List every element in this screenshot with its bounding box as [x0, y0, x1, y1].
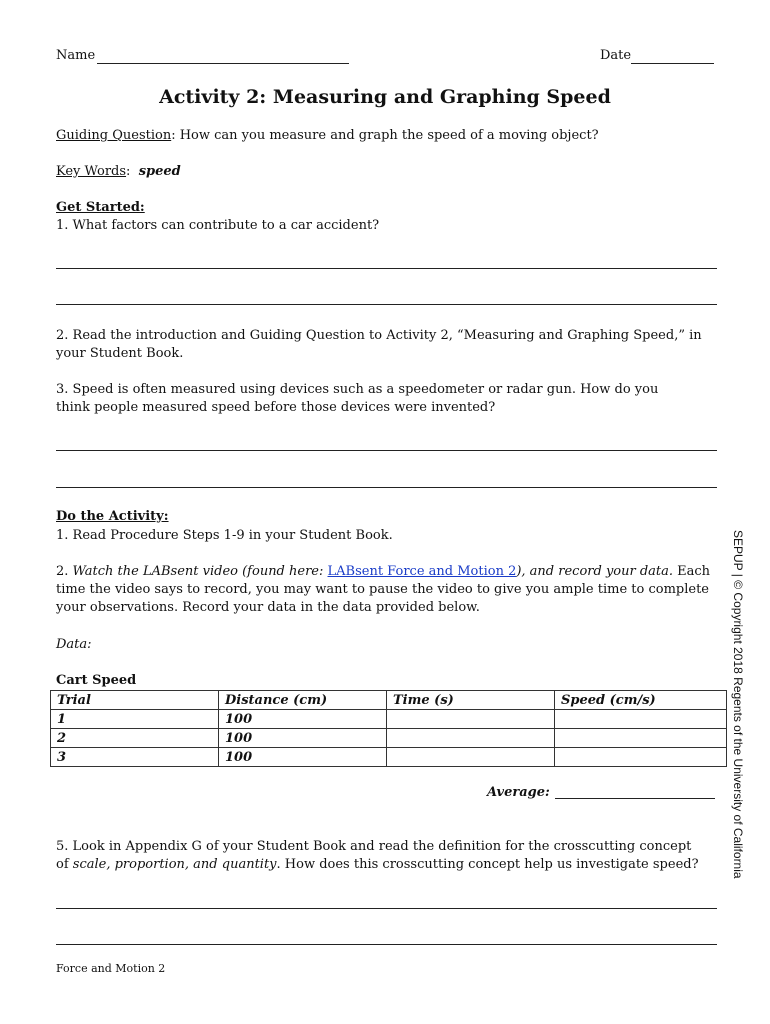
time-cell[interactable] — [387, 729, 555, 748]
step-2-italic-b: ), and record your data. — [516, 564, 674, 579]
question-5-intro: 5. Look in Appendix G of your Student Book and read the definition for the crosscutting concept of — [56, 839, 692, 872]
page-title: Activity 2: Measuring and Graphing Speed — [159, 86, 611, 108]
question-3: 3. Speed is often measured using devices such as a speedometer or radar gun. How do you think people measured speed before those devices were invented? — [56, 382, 659, 415]
header-time: Time (s) — [387, 691, 555, 710]
average-blank[interactable] — [555, 798, 715, 799]
distance-cell: 100 — [219, 729, 387, 748]
table-row — [51, 710, 727, 729]
trial-cell: 1 — [51, 710, 219, 729]
key-words-sep: : — [126, 164, 131, 179]
data-label: Data: — [56, 637, 92, 652]
date-blank[interactable] — [631, 63, 714, 64]
labsent-video-link[interactable]: LABsent Force and Motion 2 — [327, 564, 517, 579]
answer-line[interactable] — [56, 487, 717, 488]
answer-line[interactable] — [56, 268, 717, 269]
key-words — [56, 163, 721, 181]
trial-cell: 3 — [51, 748, 219, 767]
copyright-text: SEPUP | © Copyright 2018 Regents of the University of California — [731, 530, 745, 879]
question-5-rest: . How does this crosscutting concept help us investigate speed? — [276, 857, 699, 872]
key-words-value: speed — [138, 164, 181, 179]
question-5-italic: scale, proportion, and quantity — [72, 857, 277, 872]
answer-line[interactable] — [56, 450, 717, 451]
question-5 — [56, 838, 706, 874]
table-row — [51, 729, 727, 748]
header-speed: Speed (cm/s) — [555, 691, 727, 710]
step-2-rest: Each time the video says to record, you may want to pause the video to give you ample time to complete your observations. Record your data in the data provided below. — [56, 564, 711, 615]
table-header-row — [51, 691, 727, 710]
table-row — [51, 748, 727, 767]
footer-left: Force and Motion 2 — [56, 962, 166, 975]
activity-heading: Do the Activity: — [56, 509, 169, 524]
step-2-number: 2. — [56, 564, 73, 579]
question-1: 1. What factors can contribute to a car accident? — [56, 218, 380, 233]
distance-cell: 100 — [219, 748, 387, 767]
guiding-question-text: : How can you measure and graph the speed of a moving object? — [171, 128, 599, 143]
time-cell[interactable] — [387, 710, 555, 729]
activity-step-2 — [56, 563, 716, 617]
guiding-question-label: Guiding Question — [56, 128, 172, 143]
name-label: Name — [56, 48, 96, 63]
trial-cell: 2 — [51, 729, 219, 748]
date-label-row — [600, 48, 631, 63]
distance-cell: 100 — [219, 710, 387, 729]
answer-line[interactable] — [56, 304, 717, 305]
key-words-label: Key Words — [56, 164, 127, 179]
speed-cell[interactable] — [555, 748, 727, 767]
table-title: Cart Speed — [56, 673, 137, 688]
step-2-italic-a: Watch the LABsent video (found here: — [72, 564, 328, 579]
answer-line[interactable] — [56, 908, 717, 909]
question-2: 2. Read the introduction and Guiding Question to Activity 2, “Measuring and Graphing Speed,” in your Student Book. — [56, 328, 702, 361]
speed-cell[interactable] — [555, 710, 727, 729]
get-started-heading: Get Started: — [56, 200, 145, 215]
name-blank[interactable] — [97, 63, 349, 64]
header-trial: Trial — [51, 691, 219, 710]
guiding-question — [56, 127, 721, 145]
activity-step-1: 1. Read Procedure Steps 1-9 in your Student Book. — [56, 528, 393, 543]
answer-line[interactable] — [56, 944, 717, 945]
name-label-row — [56, 48, 95, 63]
date-label: Date — [600, 48, 632, 63]
speed-cell[interactable] — [555, 729, 727, 748]
average-label: Average: — [487, 785, 550, 800]
time-cell[interactable] — [387, 748, 555, 767]
header-distance: Distance (cm) — [219, 691, 387, 710]
cart-speed-table — [50, 690, 727, 767]
